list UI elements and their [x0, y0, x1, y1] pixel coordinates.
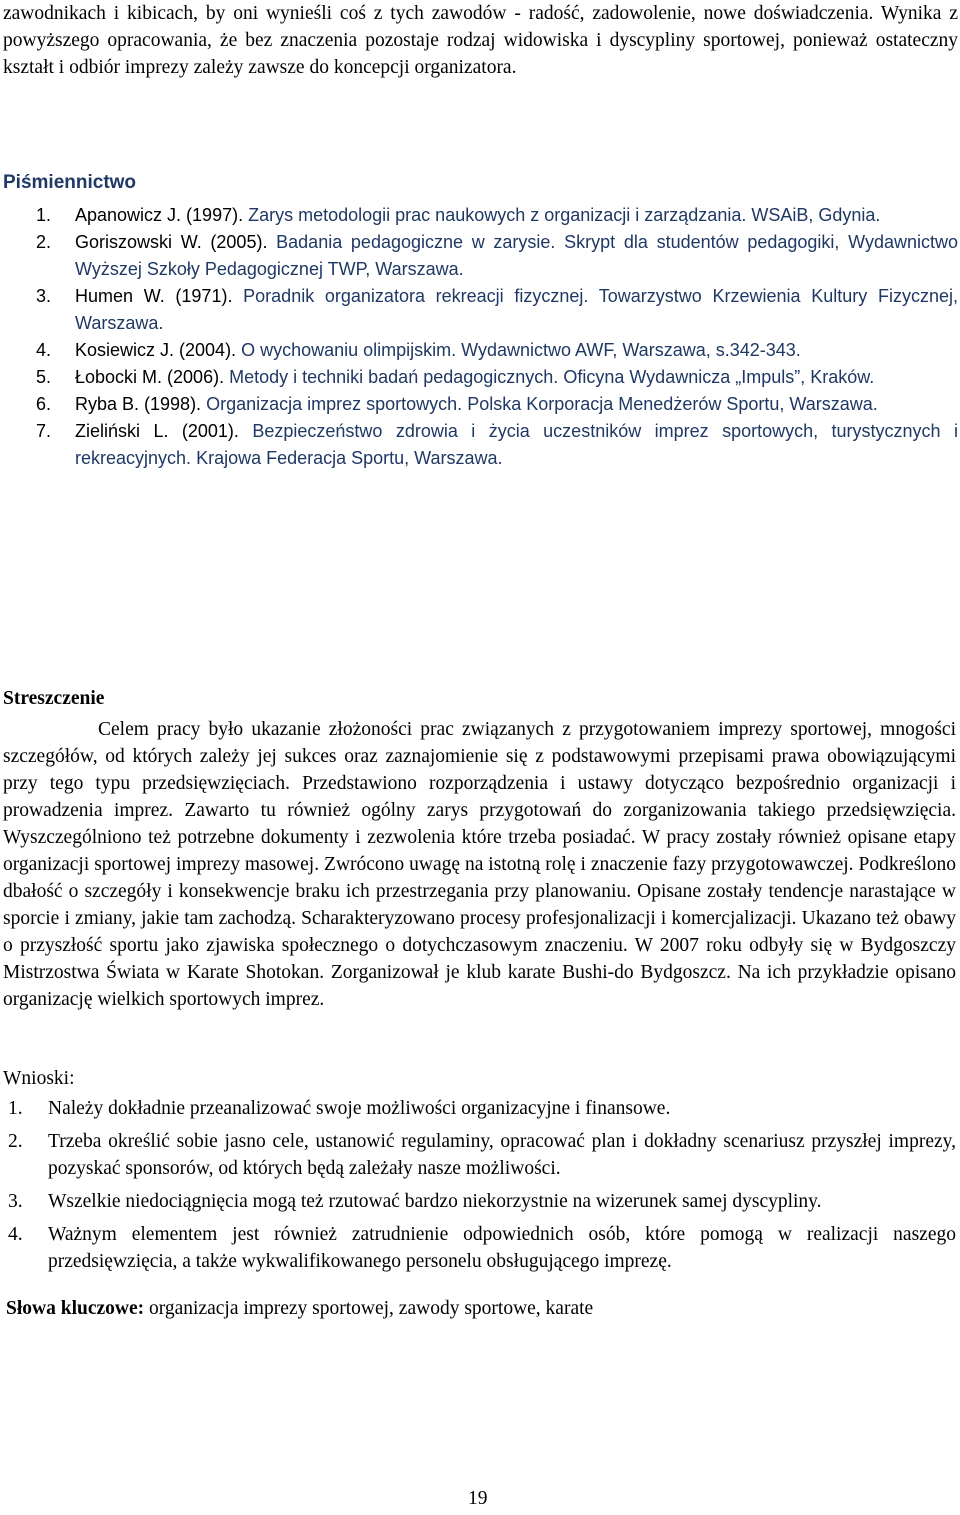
abstract-paragraph: Celem pracy było ukazanie złożoności prac związanych z przygotowaniem imprezy sportowej, mnogości szczegółów, od których zależy jej sukces oraz zaznajomienie się z podstawowymi przepisami prawa obowiązującymi przy tego typu przedsięwzięciach. Przedstawiono rozporządzenia i ustawy dotycząco bezpośrednio organizacji i prowadzenia imprez. Zawarto tu również ogólny zarys przygotowań do zorganizowania takiego przedsięwzięcia. Wyszczególniono też potrzebne dokumenty i zezwolenia które trzeba posiadać. W pracy zostały również opisane etapy organizacji sportowej imprezy masowej. Zwrócono uwagę na istotną rolę i znaczenie fazy przygotowawczej. Podkreślono dbałość o szczegóły i konsekwencje braku ich przestrzegania przy planowaniu. Opisane zostały tendencje narastające w sporcie i zmiany, jakie tam zachodzą. Scharakteryzowano procesy profesjonalizacji i komercjalizacji. Ukazano też obawy o przyszłość sportu jako zjawiska społecznego o dotychczasowym znaczeniu. W 2007 roku odbyły się w Bydgoszczy Mistrzostwa Świata w Karate Shotokan. Zorganizował je klub karate Bushi-do Bydgoszcz. Na ich przykładzie opisano organizację wielkich sportowych imprez.: [3, 719, 956, 1010]
conclusion-number: 3.: [8, 1191, 23, 1212]
reference-number: 5.: [36, 367, 52, 387]
intro-paragraph: zawodnikach i kibicach, by oni wynieśli coś z tych zawodów - radość, zadowolenie, nowe doświadczenia. Wynika z powyższego opracowania, że bez znaczenia pozostaje rodzaj widowiska i dyscypliny sportowej, ponieważ ostateczny kształt i odbiór imprezy zależy zawsze do koncepcji organizatora.: [3, 3, 958, 78]
reference-publisher: Towarzystwo Krzewienia Kultury Fizycznej, Warszawa.: [75, 286, 958, 333]
reference-title: O wychowaniu olimpijskim.: [241, 340, 457, 360]
reference-publisher: Skrypt dla studentów pedagogiki, Wydawnictwo Wyższej Szkoły Pedagogicznej TWP, Warszawa.: [75, 232, 958, 279]
reference-item: [3, 418, 958, 472]
conclusion-number: 2.: [8, 1131, 23, 1152]
reference-item: [3, 391, 958, 418]
abstract-heading: Streszczenie: [3, 688, 105, 709]
reference-number: 2.: [36, 232, 52, 252]
reference-item: [3, 337, 958, 364]
reference-publisher: Krajowa Federacja Sportu, Warszawa.: [196, 448, 503, 468]
reference-author: Apanowicz J. (1997).: [75, 205, 244, 225]
conclusion-text: Należy dokładnie przeanalizować swoje możliwości organizacyjne i finansowe.: [48, 1098, 671, 1119]
reference-number: 3.: [36, 286, 52, 306]
reference-author: Kosiewicz J. (2004).: [75, 340, 237, 360]
reference-publisher: Wydawnictwo AWF, Warszawa, s.342-343.: [461, 340, 801, 360]
reference-publisher: Polska Korporacja Menedżerów Sportu, Warszawa.: [467, 394, 878, 414]
conclusion-item: [3, 1095, 956, 1122]
reference-author: Łobocki M. (2006).: [75, 367, 225, 387]
conclusion-number: 1.: [8, 1098, 23, 1119]
reference-number: 7.: [36, 421, 52, 441]
reference-author: Ryba B. (1998).: [75, 394, 202, 414]
conclusion-item: [3, 1188, 956, 1215]
reference-author: Zieliński L. (2001).: [75, 421, 239, 441]
reference-title: Poradnik organizatora rekreacji fizycznej.: [243, 286, 589, 306]
reference-title: Organizacja imprez sportowych.: [206, 394, 463, 414]
reference-publisher: WSAiB, Gdynia.: [751, 205, 881, 225]
reference-number: 6.: [36, 394, 52, 414]
reference-number: 1.: [36, 205, 52, 225]
reference-item: [3, 202, 958, 229]
reference-item: [3, 283, 958, 337]
reference-number: 4.: [36, 340, 52, 360]
conclusion-text: Ważnym elementem jest również zatrudnienie odpowiednich osób, które pomogą w realizacji naszego przedsięwzięcia, a także wykwalifikowanego personelu obsługującego imprezę.: [48, 1224, 956, 1272]
references-list: [3, 202, 958, 472]
keywords-line: [6, 1298, 593, 1320]
reference-item: [3, 229, 958, 283]
reference-title: Badania pedagogiczne w zarysie.: [276, 232, 556, 252]
reference-item: [3, 364, 958, 391]
conclusion-number: 4.: [8, 1224, 23, 1245]
reference-author: Humen W. (1971).: [75, 286, 233, 306]
reference-author: Goriszowski W. (2005).: [75, 232, 268, 252]
reference-title: Bezpieczeństwo zdrowia i życia uczestników imprez sportowych, turystycznych i rekreacyjnych.: [75, 421, 958, 468]
conclusion-text: Trzeba określić sobie jasno cele, ustanowić regulaminy, opracować plan i dokładny scenariusz przyszłej imprezy, pozyskać sponsorów, od których będą zależały nasze możliwości.: [48, 1131, 956, 1179]
conclusions-list: [3, 1095, 956, 1281]
conclusion-item: [3, 1221, 956, 1275]
references-heading: Piśmiennictwo: [3, 172, 137, 193]
conclusion-item: [3, 1128, 956, 1182]
reference-publisher: Oficyna Wydawnicza „Impuls”, Kraków.: [563, 367, 875, 387]
reference-title: Zarys metodologii prac naukowych z organizacji i zarządzania.: [248, 205, 747, 225]
conclusion-text: Wszelkie niedociągnięcia mogą też rzutować bardzo niekorzystnie na wizerunek samej dyscypliny.: [48, 1191, 822, 1212]
keywords-text: organizacja imprezy sportowej, zawody sportowe, karate: [149, 1298, 594, 1319]
reference-title: Metody i techniki badań pedagogicznych.: [229, 367, 559, 387]
conclusions-heading: Wnioski:: [3, 1068, 75, 1089]
keywords-label: Słowa kluczowe:: [6, 1298, 145, 1319]
page-number: 19: [468, 1488, 488, 1509]
